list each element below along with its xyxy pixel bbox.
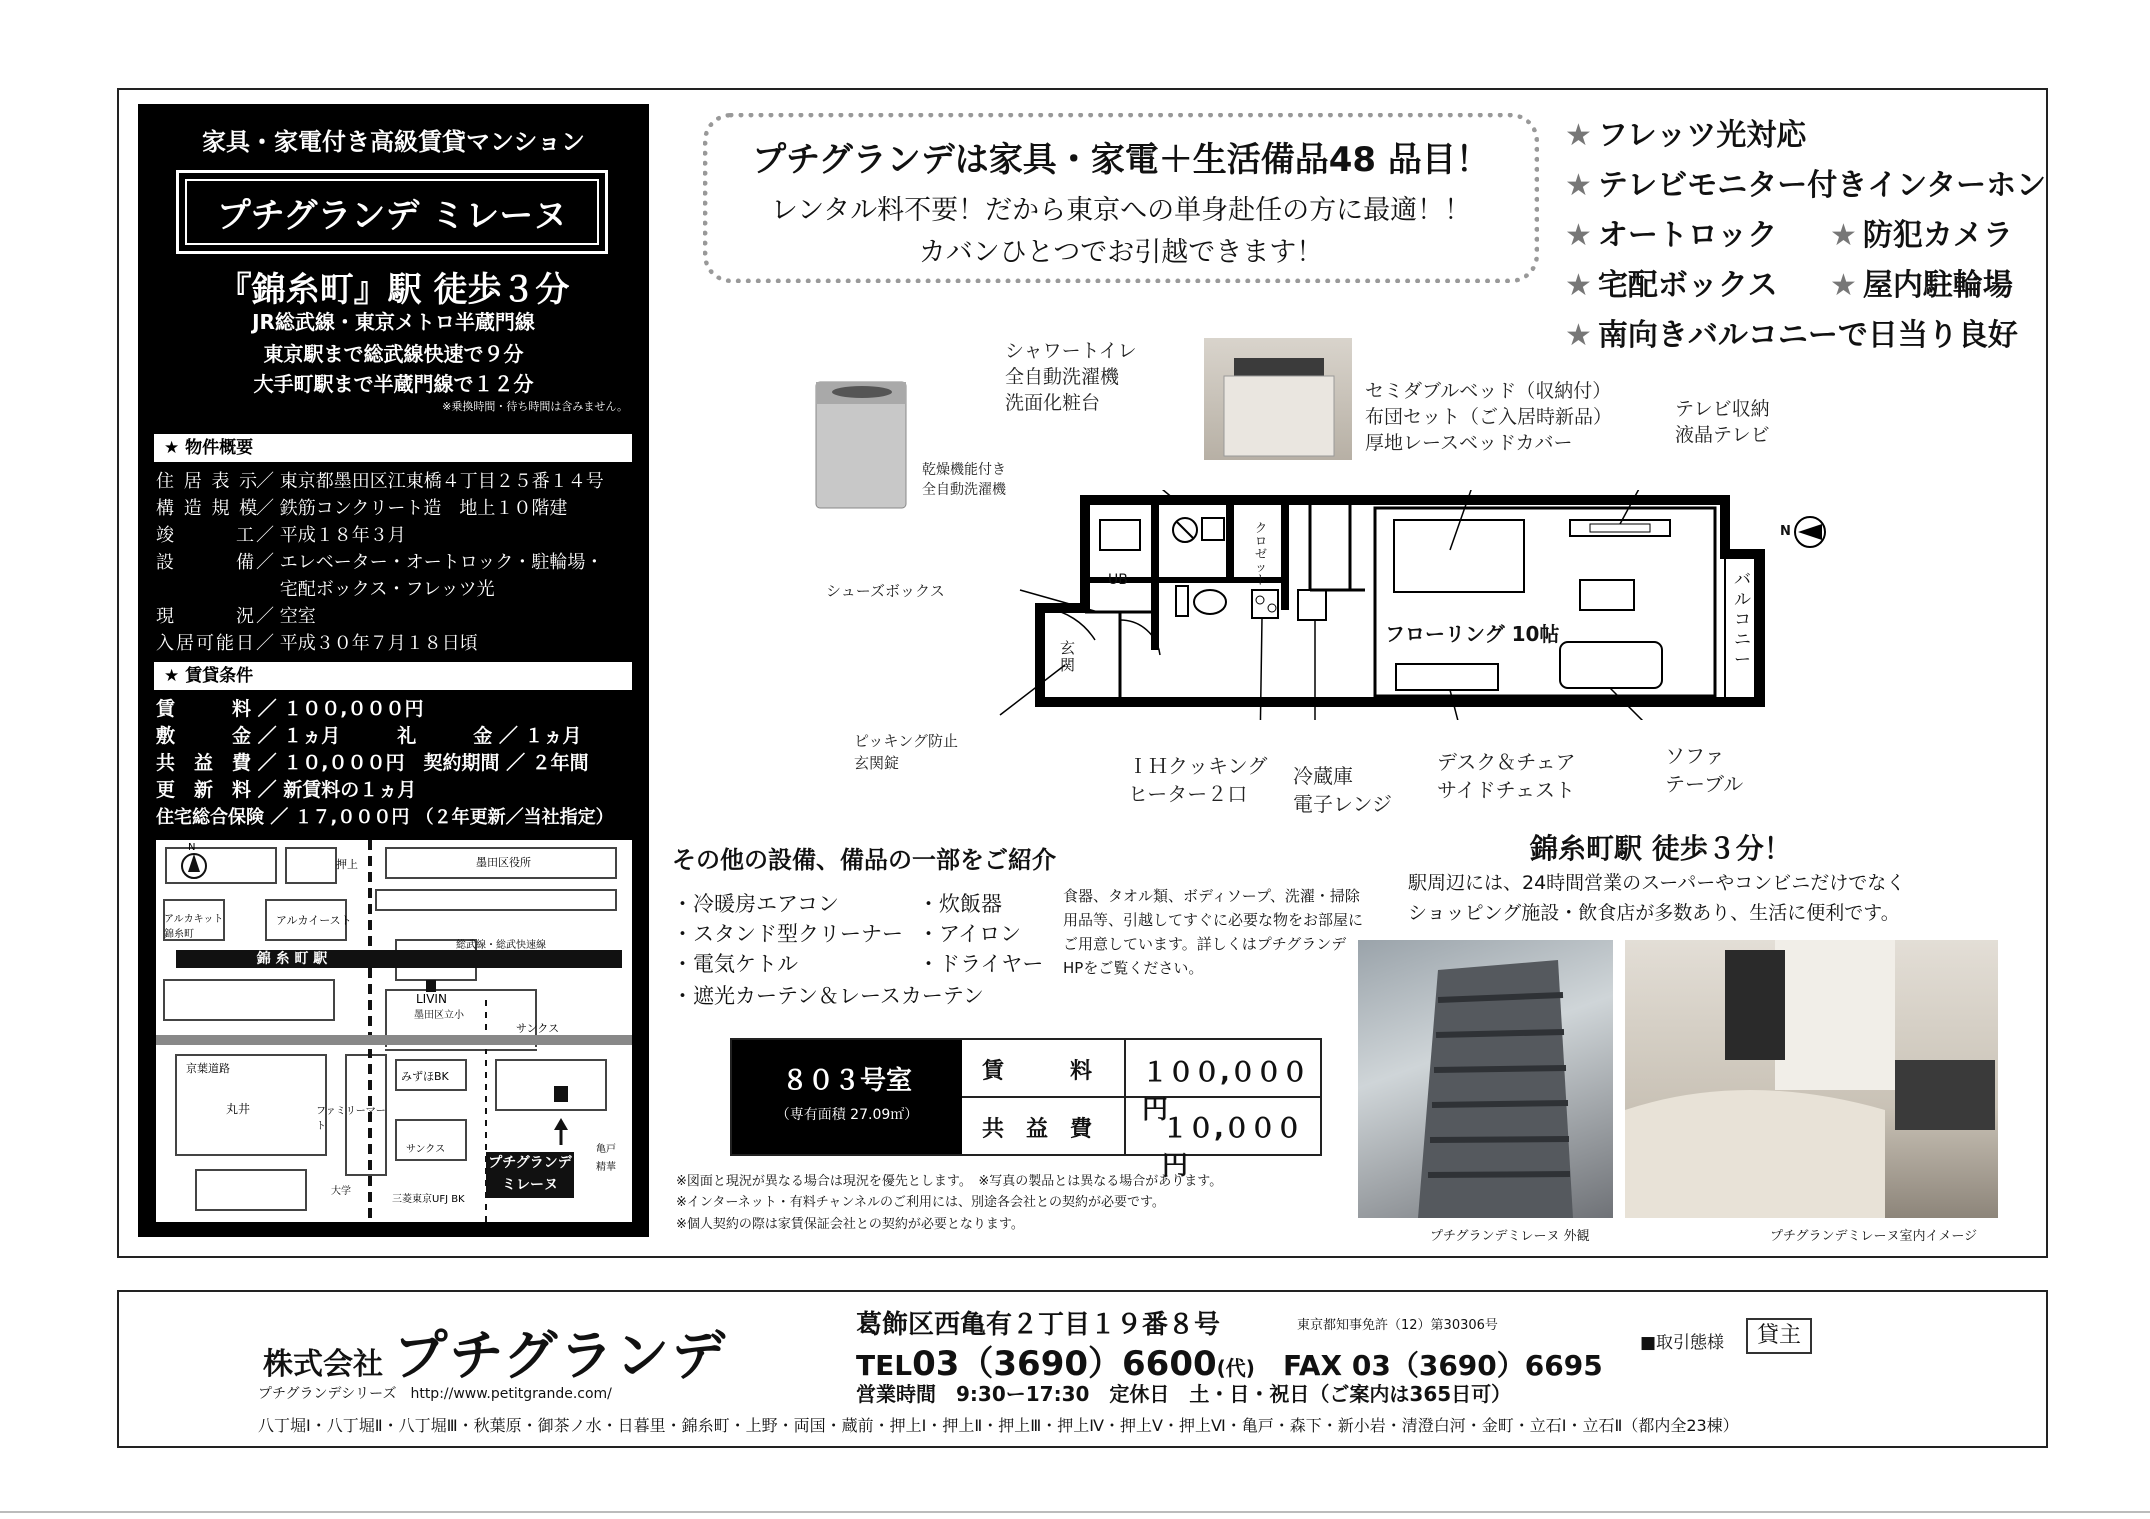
star-icon: ★ (1830, 268, 1857, 303)
access-tokyo: 東京駅まで総武線快速で９分 (263, 342, 524, 366)
property-info-panel (138, 104, 649, 1237)
overview-row: 構 造 規 模／ 鉄筋コンクリート造 地上１０階建 (156, 498, 568, 519)
rent-label: 賃 料 (982, 1059, 1093, 1084)
feature-item: ★ 宅配ボックス (1565, 268, 1778, 303)
equipment-description: 食器、タオル類、ボディソープ、洗濯・掃除用品等、引越してすぐに必要な物をお部屋にご用意しています。詳しくはプチグランデHPをご覧ください。 (1063, 887, 1364, 977)
exterior-photo (1358, 940, 1613, 1218)
map-label: 京葉道路 (186, 1062, 230, 1075)
footnote: ※個人契約の際は家賃保証会社との契約が必要となります。 (676, 1217, 1024, 1232)
exterior-caption: プチグランデミレーヌ 外観 (1430, 1229, 1590, 1244)
star-icon: ★ (1830, 218, 1857, 253)
feature-item: ★ 南向きバルコニーで日当り良好 (1565, 318, 2018, 353)
terms-row: 更 新 料 ／ 新賃料の１ヵ月 (156, 779, 417, 801)
terms-heading: ★ 賃貸条件 (154, 662, 632, 690)
terms-row: 住宅総合保険 ／ １７,０００円 （２年更新／当社指定） (156, 807, 614, 828)
feature-item: ★ フレッツ光対応 (1565, 118, 1807, 153)
floor-plan-graphic (980, 490, 1840, 720)
feature-item: ★ テレビモニター付きインターホン (1565, 168, 2047, 203)
overview-row: 住 居 表 示／ 東京都墨田区江東橋４丁目２５番１４号 (156, 471, 604, 492)
map-label: 精華 (596, 1162, 616, 1173)
terms-row: 共 益 費 ／ １０,０００円 契約期間 ／ ２年間 (156, 752, 589, 774)
closet-label: クロゼット (1255, 521, 1268, 587)
equipment-item: ・電気ケトル (672, 952, 798, 976)
map-label: アルカイースト (276, 914, 352, 927)
overview-heading: ★ 物件概要 (154, 434, 632, 462)
contact-numbers: TEL03（3690）6600(代) FAX 03（3690）6695 (856, 1344, 1603, 1384)
room-area: （専有面積 27.09㎡） (775, 1107, 919, 1123)
bubble-title: プチグランデは家具・家電＋生活備品48 品目！ (752, 140, 1490, 180)
station-heading: 錦糸町駅 徒歩３分！ (1530, 832, 1792, 865)
map-label: サンクス (406, 1144, 446, 1155)
owner-badge: 貸主 (1746, 1318, 1812, 1354)
equipment-item: ・冷暖房エアコン (672, 892, 839, 916)
bubble-line: カバンひとつでお引越できます！ (918, 237, 1324, 268)
map-label: みずほBK (401, 1070, 449, 1083)
map-label: 亀戸 (596, 1144, 616, 1155)
rent-value: １００,０００円 (1142, 1058, 1308, 1125)
sofa-label: ソファ テーブル (1665, 744, 1744, 796)
bottom-rule (0, 1511, 2150, 1513)
feature-item: ★ 屋内駐輪場 (1830, 268, 2013, 303)
highlight-bubble (703, 113, 1539, 283)
series-url: プチグランデシリーズ http://www.petitgrande.com/ (258, 1386, 612, 1402)
rent-table (730, 1038, 1322, 1181)
map-label: ファミリーマート (316, 1106, 386, 1132)
equipment-title: その他の設備、備品の一部をご紹介 (672, 846, 1056, 874)
interior-photo (1625, 940, 1998, 1218)
ih-label: ＩＨクッキング ヒーター２口 (1128, 754, 1268, 806)
map-label: 大学 (331, 1186, 351, 1197)
bed-label: セミダブルベッド（収納付） 布団セット（ご入居時新品） 厚地レースベッドカバー (1365, 380, 1613, 454)
room-number: ８０３号室 (781, 1066, 912, 1096)
feature-item: ★ オートロック (1565, 218, 1778, 253)
map-north: N (188, 842, 196, 853)
tv-label: テレビ収納 液晶テレビ (1675, 398, 1770, 446)
room-number-cell (732, 1040, 962, 1154)
map-label: 総武線・総武快速線 (456, 940, 546, 951)
equipment-item: ・炊飯器 (918, 892, 1002, 916)
area-map (156, 840, 632, 1222)
equipment-item: ・ドライヤー (918, 952, 1044, 976)
station-description: ショッピング施設・飲食店が多数あり、生活に便利です。 (1408, 902, 1900, 924)
ub-label: UB (1108, 572, 1128, 588)
transaction-type-label: ■取引態様 (1640, 1333, 1725, 1353)
overview-row: 宅配ボックス・フレッツ光 (256, 579, 495, 600)
rent-divider (1124, 1040, 1126, 1154)
footnote: ※図面と現況が異なる場合は現況を優先とします。 ※写真の製品とは異なる場合があります。 (676, 1174, 1223, 1189)
company-address: 葛飾区西亀有２丁目１９番８号 (856, 1310, 1221, 1340)
star-icon: ★ (1565, 218, 1592, 253)
fee-value: １０,０００円 (1162, 1114, 1302, 1181)
bed-picture (1204, 338, 1352, 460)
station-description: 駅周辺には、24時間営業のスーパーやコンビニだけでなく (1408, 872, 1906, 894)
overview-row: 設 備／ エレベーター・オートロック・駐輪場・ (156, 552, 604, 573)
map-label: 墨田区役所 (476, 856, 531, 869)
desk-label: デスク＆チェア サイドチェスト (1437, 750, 1576, 802)
equipment-item: ・アイロン (918, 922, 1022, 946)
access-otemachi: 大手町駅まで半蔵門線で１２分 (253, 372, 534, 396)
plan-north: N (1780, 524, 1791, 539)
map-label: アルカキット錦糸町 (164, 914, 224, 940)
star-icon: ★ (1565, 118, 1592, 153)
map-label: 押上 (336, 858, 358, 871)
overview-row: 竣 工／ 平成１８年３月 (156, 525, 406, 546)
terms-row: 敷 金 ／ １ヵ月 礼 金 ／ １ヵ月 (156, 725, 582, 747)
overview-row: 入居可能日／ 平成３０年７月１８日頃 (156, 633, 478, 654)
train-lines: JR総武線・東京メトロ半蔵門線 (252, 310, 535, 334)
bubble-line: レンタル料不要！だから東京への単身赴任の方に最適！！ (770, 195, 1472, 226)
floor-plan (980, 490, 1840, 720)
toilet-label: シャワートイレ 全自動洗濯機 洗面化粧台 (1005, 340, 1137, 414)
company-name: 株式会社 プチグランデ (263, 1324, 728, 1387)
property-name: プチグランデ ミレーヌ (185, 179, 599, 245)
footnote: ※インターネット・有料チャンネルのご利用には、別途各会社との契約が必要です。 (676, 1195, 1165, 1210)
license-number: 東京都知事免許（12）第30306号 (1297, 1318, 1498, 1333)
star-icon: ★ (1565, 168, 1592, 203)
entrance-label: 玄関 (1060, 639, 1076, 674)
terms-row: 賃 料 ／ １００,０００円 (156, 698, 424, 720)
business-hours: 営業時間 9:30ー17:30 定休日 土・日・祝日（ご案内は365日可） (856, 1382, 1512, 1406)
map-label: 丸井 (226, 1102, 251, 1116)
tagline: 家具・家電付き高級賃貸マンション (202, 128, 585, 156)
map-property-marker: プチグランデ ミレーヌ (486, 1152, 574, 1198)
balcony-label: バルコニー (1734, 570, 1751, 670)
branch-list: 八丁堀Ⅰ・八丁堀Ⅱ・八丁堀Ⅲ・秋葉原・御茶ノ水・日暮里・錦糸町・上野・両国・蔵前・押上Ⅰ・押上Ⅱ・押上Ⅲ・押上Ⅳ・押上Ⅴ・押上Ⅵ・亀戸・森下・新小岩・清澄白河・金町・立石Ⅰ・立石Ⅱ（都内全23棟） (258, 1416, 1739, 1435)
washer-picture (812, 372, 912, 512)
lock-label: ピッキング防止 玄関錠 (854, 732, 958, 772)
access-note: ※乗換時間・待ち時間は含みません。 (442, 400, 628, 413)
star-icon: ★ (1565, 268, 1592, 303)
fridge-label: 冷蔵庫 電子レンジ (1293, 764, 1392, 816)
equipment-item: ・遮光カーテン＆レースカーテン (672, 984, 984, 1008)
feature-item: ★ 防犯カメラ (1830, 218, 2013, 253)
fee-label: 共 益 費 (982, 1117, 1093, 1142)
interior-caption: プチグランデミレーヌ室内イメージ (1770, 1229, 1978, 1244)
shoes-label: シューズボックス (826, 582, 945, 600)
station-walk: 『錦糸町』駅 徒歩３分 (217, 270, 570, 310)
washer-caption: 乾燥機能付き 全自動洗濯機 (922, 462, 1006, 498)
map-station-label: 錦 糸 町 駅 (256, 951, 328, 967)
star-icon: ★ (1565, 318, 1592, 353)
property-name-box (176, 170, 608, 254)
map-label: サンクス (516, 1022, 560, 1035)
map-label: 三菱東京UFJ BK (392, 1194, 465, 1205)
overview-row: 現 況／ 空室 (156, 606, 316, 627)
room-label: フローリング 10帖 (1385, 622, 1560, 646)
map-label: LIVIN (416, 992, 447, 1006)
map-label: 墨田区立小 (414, 1010, 464, 1021)
equipment-item: ・スタンド型クリーナー (672, 922, 903, 946)
